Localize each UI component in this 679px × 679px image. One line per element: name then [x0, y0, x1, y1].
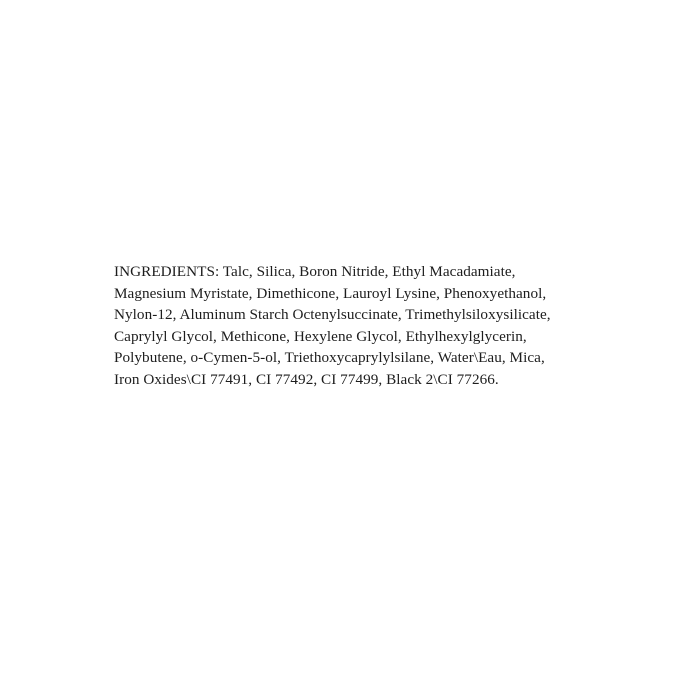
ingredients-paragraph: INGREDIENTS: Talc, Silica, Boron Nitride, Ethyl Macadamiate, Magnesium Myristate, Dimethicone, Lauroyl Lysine, Phenoxyethanol, Nylon-12, Aluminum Starch Octenylsuccinate, Trimethylsiloxysilicate, Caprylyl Glycol, Methicone, Hexylene Glycol, Ethylhexylglycerin, Polybutene, o-Cymen-5-ol, Triethoxycaprylylsilane, Water\Eau, Mica, Iron Oxides\CI 77491, CI 77492, CI 77499, Black 2\CI 77266. [114, 263, 555, 388]
ingredients-block [114, 261, 574, 390]
